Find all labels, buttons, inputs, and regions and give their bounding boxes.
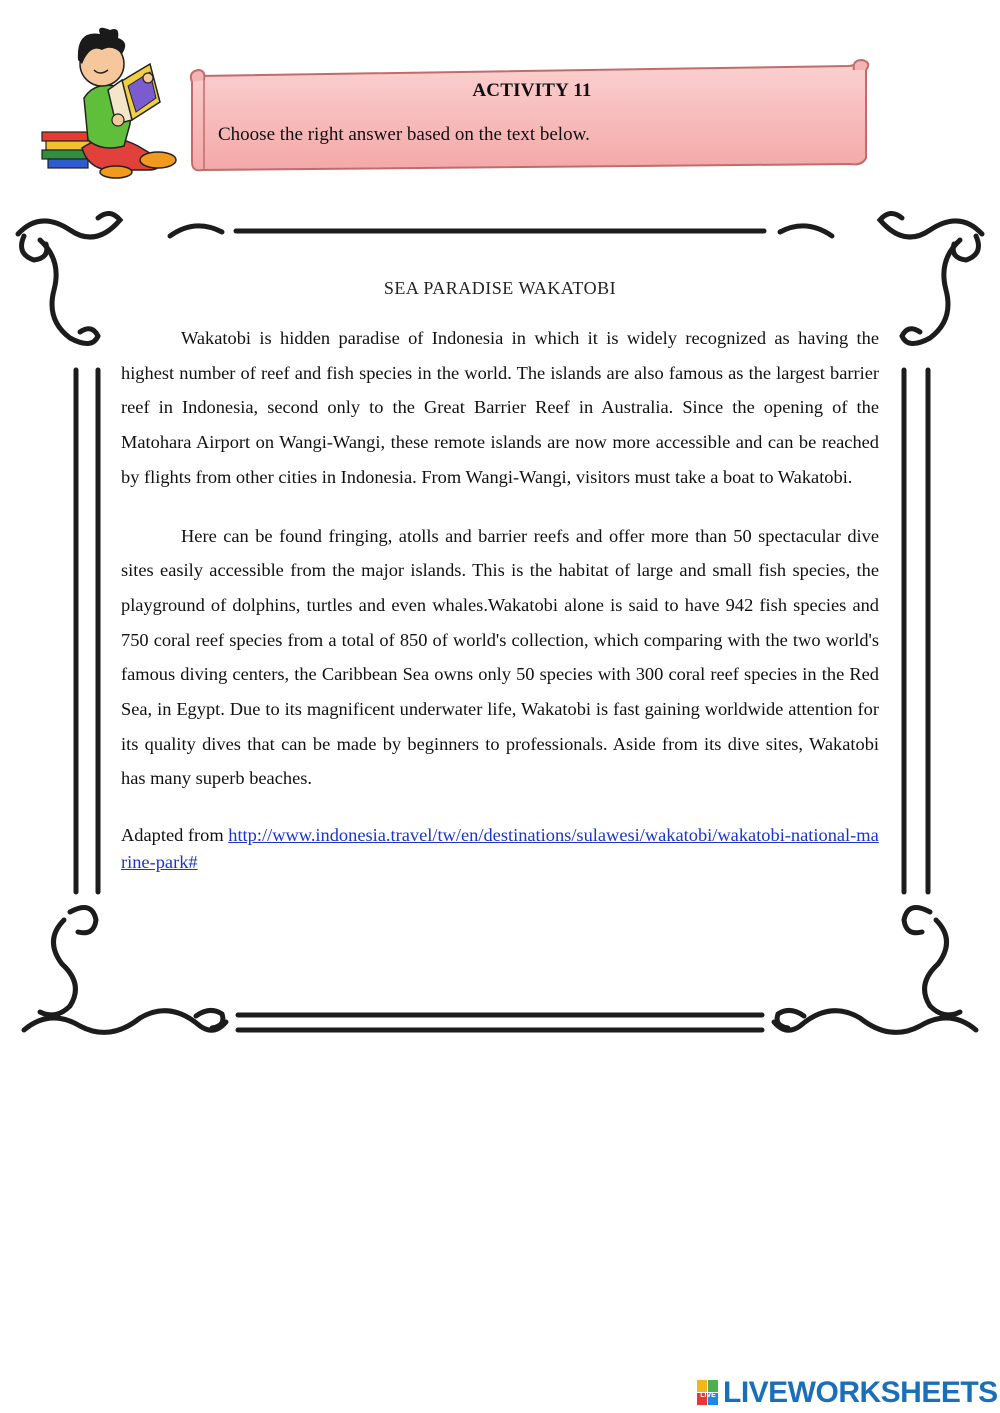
paragraph-1: Wakatobi is hidden paradise of Indonesia in which it is widely recognized as having the highest number of reef and fish species in the world. The islands are also famous as the largest barrier reef in Indonesia, second only to the Great Barrier Reef in Australia. Since the opening of the Matohara Airport on Wangi-Wangi, these remote islands are now more accessible and can be reached by flights from other cities in Indonesia. From Wangi-Wangi, visitors must take a boat to Wakatobi.	[121, 328, 879, 487]
paragraph-2: Here can be found fringing, atolls and barrier reefs and offer more than 50 spectacular dive sites easily accessible from the major islands. This is the habitat of large and small fish species, the playground of dolphins, turtles and even whales.Wakatobi alone is said to have 942 fish species and 750 coral reef species from a total of 850 of world's collection, which comparing with the two world's famous diving centers, the Caribbean Sea owns only 50 species with 300 coral reef species in the Red Sea, in Egypt. Due to its magnificent underwater life, Wakatobi is fast gaining worldwide attention for its quality dives that can be made by beginners to professionals. Aside from its dive sites, Wakatobi has many superb beaches.	[121, 525, 879, 789]
liveworksheets-brand	[697, 1376, 998, 1410]
child-reading-book-icon	[38, 20, 180, 180]
source-prefix: Adapted from	[121, 825, 229, 846]
reading-passage	[121, 278, 879, 876]
source-citation	[121, 822, 879, 876]
brand-name: LIVEWORKSHEETS	[723, 1376, 998, 1409]
source-link[interactable]: http://www.indonesia.travel/tw/en/destinations/sulawesi/wakatobi/wakatobi-national-marine-park#	[121, 825, 879, 873]
passage-title: SEA PARADISE WAKATOBI	[383, 278, 617, 298]
scroll-banner-icon	[186, 58, 878, 182]
activity-title: ACTIVITY 11	[472, 80, 592, 101]
brand-badge: LIVE	[700, 1392, 716, 1399]
instruction-text: Choose the right answer based on the text below.	[218, 124, 590, 145]
liveworksheets-logo-icon	[697, 1380, 719, 1406]
activity-banner	[186, 58, 872, 178]
